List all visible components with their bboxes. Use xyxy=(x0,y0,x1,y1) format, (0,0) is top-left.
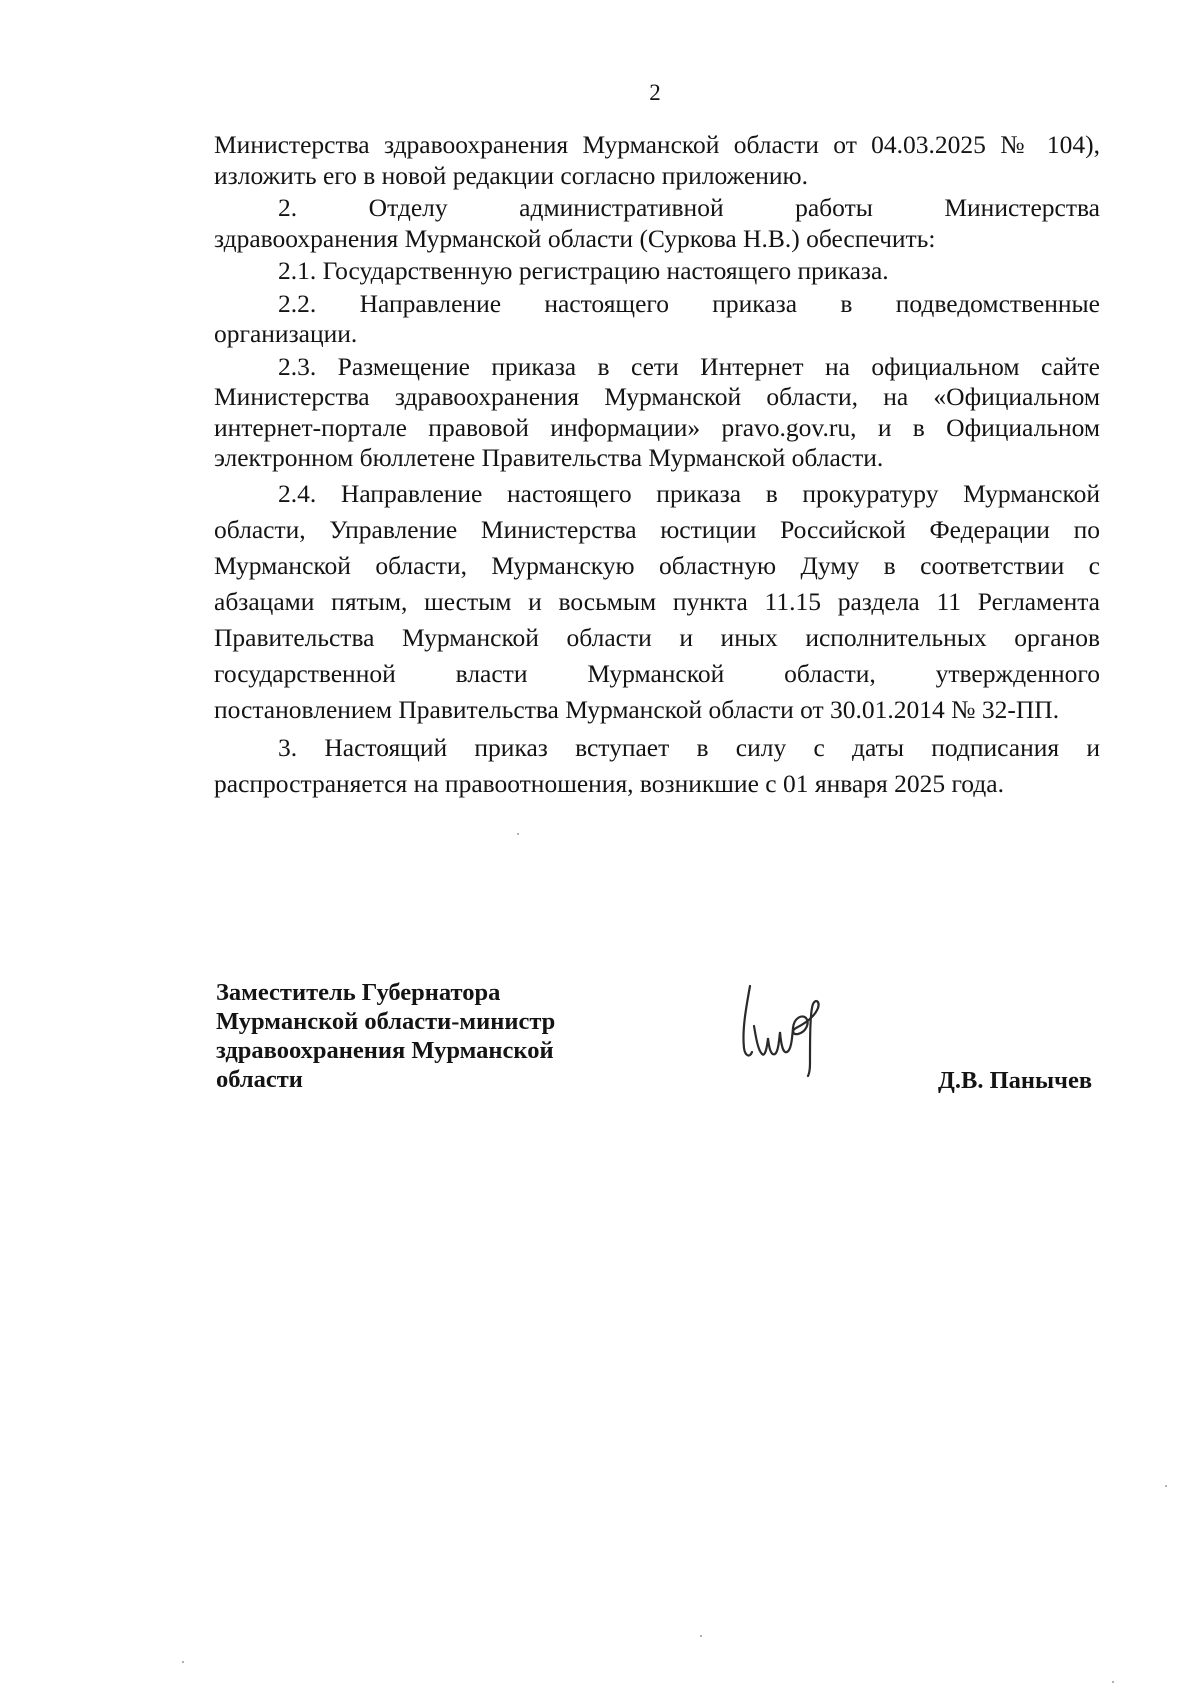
body-line: 2.4. Направление настоящего приказа в прокуратуру Мурманской xyxy=(278,478,1100,508)
body-line: 2.3. Размещение приказа в сети Интернет на официальном сайте xyxy=(278,351,1100,381)
body-line: 3. Настоящий приказ вступает в силу с даты подписания и xyxy=(278,732,1100,762)
body-line: распространяется на правоотношения, возникшие с 01 января 2025 года. xyxy=(214,768,1004,798)
signatory-name: Д.В. Панычев xyxy=(938,1067,1093,1094)
signatory-title-line: Заместитель Губернатора xyxy=(216,979,501,1006)
handwritten-signature xyxy=(730,968,840,1083)
document-body xyxy=(214,130,1100,802)
scan-speck xyxy=(1165,1485,1167,1487)
body-line: изложить его в новой редакции согласно приложению. xyxy=(214,160,808,190)
body-line: Мурманской области, Мурманскую областную Думу в соответствии с xyxy=(214,550,1100,580)
body-line: Министерства здравоохранения Мурманской области от 04.03.2025 № 104), xyxy=(214,130,1100,159)
body-line: интернет-портале правовой информации» pravo.gov.ru, и в Официальном xyxy=(214,412,1100,442)
page-number: 2 xyxy=(649,80,661,105)
scan-speck xyxy=(1112,1681,1114,1683)
body-line: Правительства Мурманской области и иных исполнительных органов xyxy=(214,622,1100,652)
signatory-title-line: области xyxy=(216,1066,303,1093)
scan-speck xyxy=(700,1635,702,1637)
body-line: электронном бюллетене Правительства Мурманской области. xyxy=(214,443,884,472)
body-line: области, Управление Министерства юстиции Российской Федерации по xyxy=(214,514,1100,544)
body-line: Министерства здравоохранения Мурманской области, на «Официальном xyxy=(214,382,1100,411)
body-line: 2.1. Государственную регистрацию настоящего приказа. xyxy=(278,256,889,285)
body-line: 2.2. Направление настоящего приказа в подведомственные xyxy=(278,288,1100,318)
signatory-title xyxy=(216,978,616,1094)
signatory-title-line: Мурманской области-министр xyxy=(216,1008,556,1035)
scan-speck xyxy=(517,833,519,835)
body-line: постановлением Правительства Мурманской области от 30.01.2014 № 32-ПП. xyxy=(214,694,1060,724)
signatory-title-line: здравоохранения Мурманской xyxy=(216,1037,554,1064)
body-line: организации. xyxy=(214,319,358,348)
scan-speck xyxy=(182,1661,184,1663)
body-line: государственной власти Мурманской области, утвержденного xyxy=(214,658,1100,688)
body-line: 2. Отделу административной работы Министерства xyxy=(278,193,1100,222)
body-line: абзацами пятым, шестым и восьмым пункта 11.15 раздела 11 Регламента xyxy=(214,586,1100,616)
body-line: здравоохранения Мурманской области (Суркова Н.В.) обеспечить: xyxy=(214,223,936,253)
